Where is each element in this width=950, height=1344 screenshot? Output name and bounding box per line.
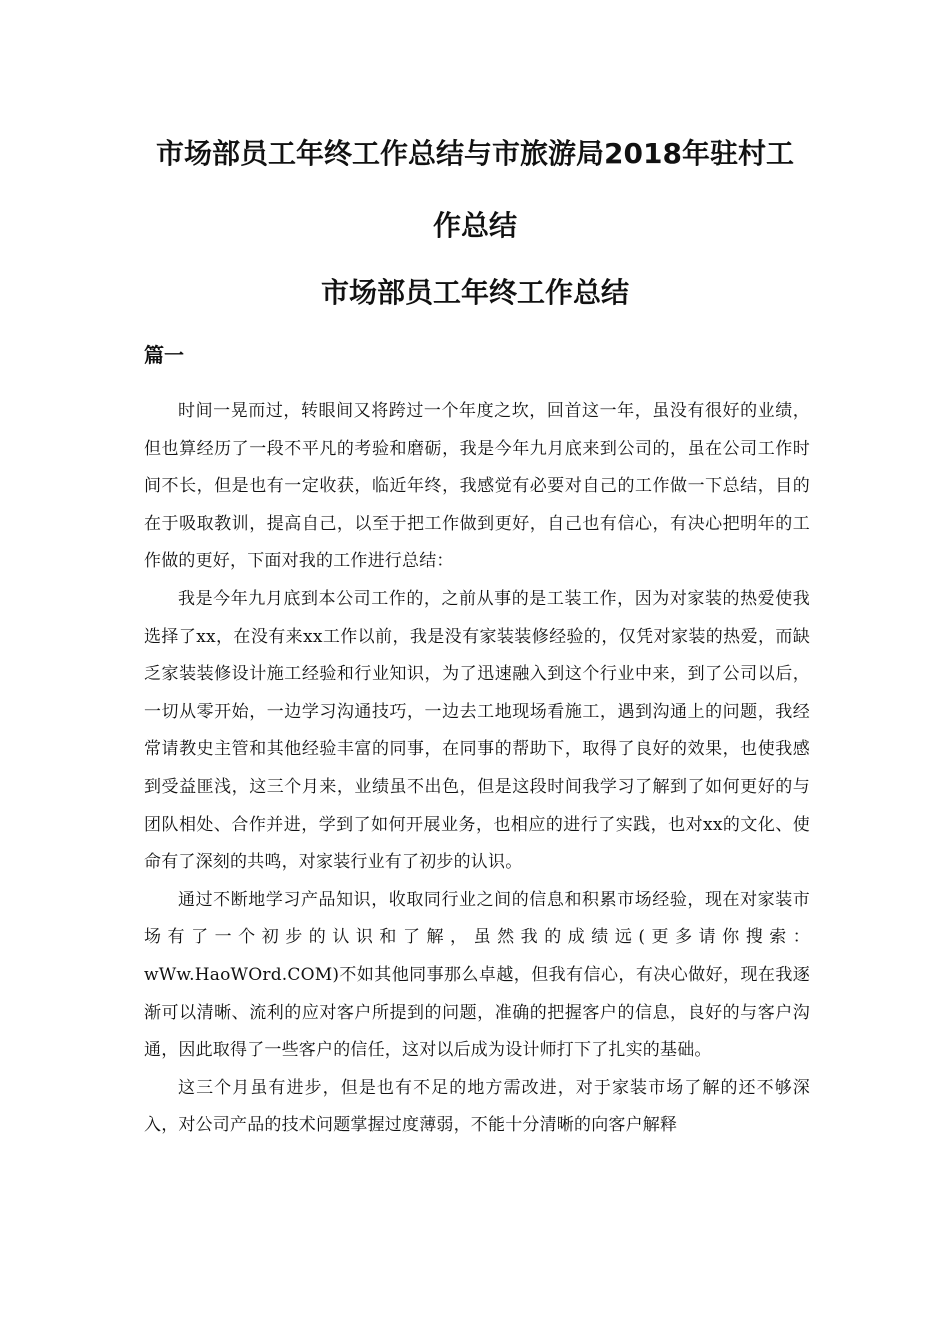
document-body [144, 393, 810, 1145]
section-label: 篇一 [144, 343, 184, 367]
document-title-line-2: 作总结 [432, 209, 517, 242]
document-subtitle: 市场部员工年终工作总结 [320, 276, 629, 309]
paragraph-3: 通过不断地学习产品知识，收取同行业之间的信息和积累市场经验，现在对家装市场有了一个初步的认识和了解，虽然我的成绩远(更多请你搜索：wWw.HaoWOrd.COM)不如其他同事那么卓越，但我有信心，有决心做好，现在我逐渐可以清晰、流利的应对客户所提到的问题，准确的把握客户的信息，良好的与客户沟通，因此取得了一些客户的信任，这对以后成为设计师打下了扎实的基础。 [144, 889, 810, 1061]
paragraph-1: 时间一晃而过，转眼间又将跨过一个年度之坎，回首这一年，虽没有很好的业绩，但也算经历了一段不平凡的考验和磨砺，我是今年九月底来到公司的，虽在公司工作时间不长，但是也有一定收获，临近年终，我感觉有必要对自己的工作做一下总结，目的在于吸取教训，提高自己，以至于把工作做到更好，自己也有信心，有决心把明年的工作做的更好，下面对我的工作进行总结： [144, 401, 810, 572]
paragraph-4: 这三个月虽有进步，但是也有不足的地方需改进，对于家装市场了解的还不够深入，对公司产品的技术问题掌握过度薄弱，不能十分清晰的向客户解释 [144, 1077, 810, 1136]
document-title-line-1: 市场部员工年终工作总结与市旅游局2018年驻村工 [156, 137, 794, 170]
paragraph-2: 我是今年九月底到本公司工作的，之前从事的是工装工作，因为对家装的热爱使我选择了xx，在没有来xx工作以前，我是没有家装装修经验的，仅凭对家装的热爱，而缺乏家装装修设计施工经验和行业知识，为了迅速融入到这个行业中来，到了公司以后，一切从零开始，一边学习沟通技巧，一边去工地现场看施工，遇到沟通上的问题，我经常请教史主管和其他经验丰富的同事，在同事的帮助下，取得了良好的效果，也使我感到受益匪浅，这三个月来，业绩虽不出色，但是这段时间我学习了解到了如何更好的与团队相处、合作并进，学到了如何开展业务，也相应的进行了实践，也对xx的文化、使命有了深刻的共鸣，对家装行业有了初步的认识。 [144, 588, 810, 873]
